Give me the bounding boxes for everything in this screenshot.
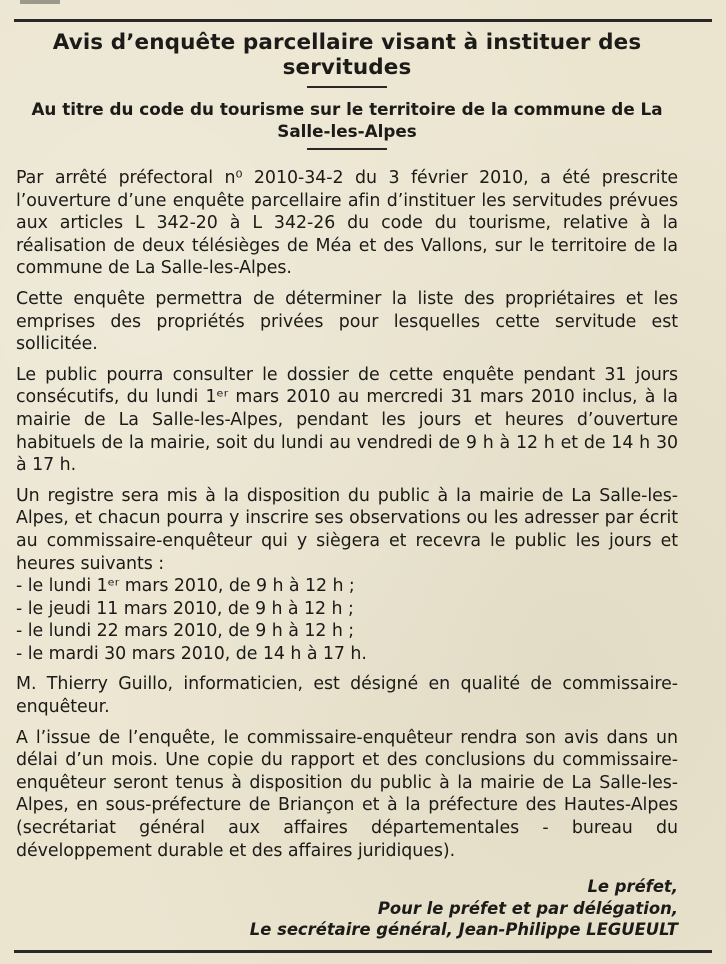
- notice-subtitle: Au titre du code du tourisme sur le territoire de la commune de La Salle-les-Alpes: [31, 99, 663, 141]
- schedule-item: - le jeudi 11 mars 2010, de 9 h à 12 h ;: [16, 598, 354, 619]
- schedule-list: [16, 575, 678, 665]
- paragraph-issue: A l’issue de l’enquête, le commissaire-enquêteur rendra son avis dans un délai d’un mois. Une copie du rapport et des conclusions du commissaire-enquêteur seront tenus à disposition du public à la mairie de La Salle-les-Alpes, en sous-préfecture de Briançon et à la préfecture des Hautes-Alpes (secrétariat général aux affaires départementales - bureau du développement durable et des affaires juridiques).: [16, 727, 678, 861]
- schedule-item: - le lundi 22 mars 2010, de 9 h à 12 h ;: [16, 621, 355, 642]
- signature-block: [16, 876, 678, 941]
- signature-line: Pour le préfet et par délégation,: [377, 898, 678, 918]
- top-rule: [14, 19, 712, 22]
- notice-content: [16, 30, 678, 941]
- paragraph-purpose: Cette enquête permettra de déterminer la liste des propriétaires et les emprises des propriétés privées pour lesquelles cette servitude est sollicitée.: [16, 288, 678, 355]
- schedule-item: - le mardi 30 mars 2010, de 14 h à 17 h.: [16, 643, 367, 664]
- signature-line: Le secrétaire général, Jean-Philippe LEGUEULT: [249, 920, 678, 940]
- subtitle-divider: [307, 148, 387, 150]
- title-divider: [307, 86, 387, 88]
- paragraph-registre: Un registre sera mis à la disposition du public à la mairie de La Salle-les-Alpes, et chacun pourra y inscrire ses observations ou les adresser par écrit au commissaire-enquêteur qui y siègera et recevra le public les jours et heures suivants :: [16, 485, 678, 574]
- paragraph-consultation: Le public pourra consulter le dossier de cette enquête pendant 31 jours consécutifs, du lundi 1ᵉʳ mars 2010 au mercredi 31 mars 2010 inclus, à la mairie de La Salle-les-Alpes, pendant les jours et heures d’ouverture habituels de la mairie, soit du lundi au vendredi de 9 h à 12 h et de 14 h 30 à 17 h.: [16, 364, 678, 476]
- schedule-item: - le lundi 1ᵉʳ mars 2010, de 9 h à 12 h ;: [16, 576, 355, 597]
- paragraph-commissaire: M. Thierry Guillo, informaticien, est désigné en qualité de commissaire-enquêteur.: [16, 674, 678, 718]
- paragraph-arrete: Par arrêté préfectoral n⁰ 2010-34-2 du 3 février 2010, a été prescrite l’ouverture d’une enquête parcellaire afin d’instituer les servitudes prévues aux articles L 342-20 à L 342-26 du code du tourisme, relative à la réalisation de deux télésièges de Méa et des Vallons, sur le territoire de la commune de La Salle-les-Alpes.: [16, 168, 678, 279]
- notice-body: [16, 167, 678, 862]
- signature-line: Le préfet,: [587, 877, 678, 897]
- notice-title: Avis d’enquête parcellaire visant à instituer des servitudes: [52, 30, 642, 80]
- bottom-rule: [14, 950, 712, 953]
- clipping-edge-mark: [20, 0, 60, 4]
